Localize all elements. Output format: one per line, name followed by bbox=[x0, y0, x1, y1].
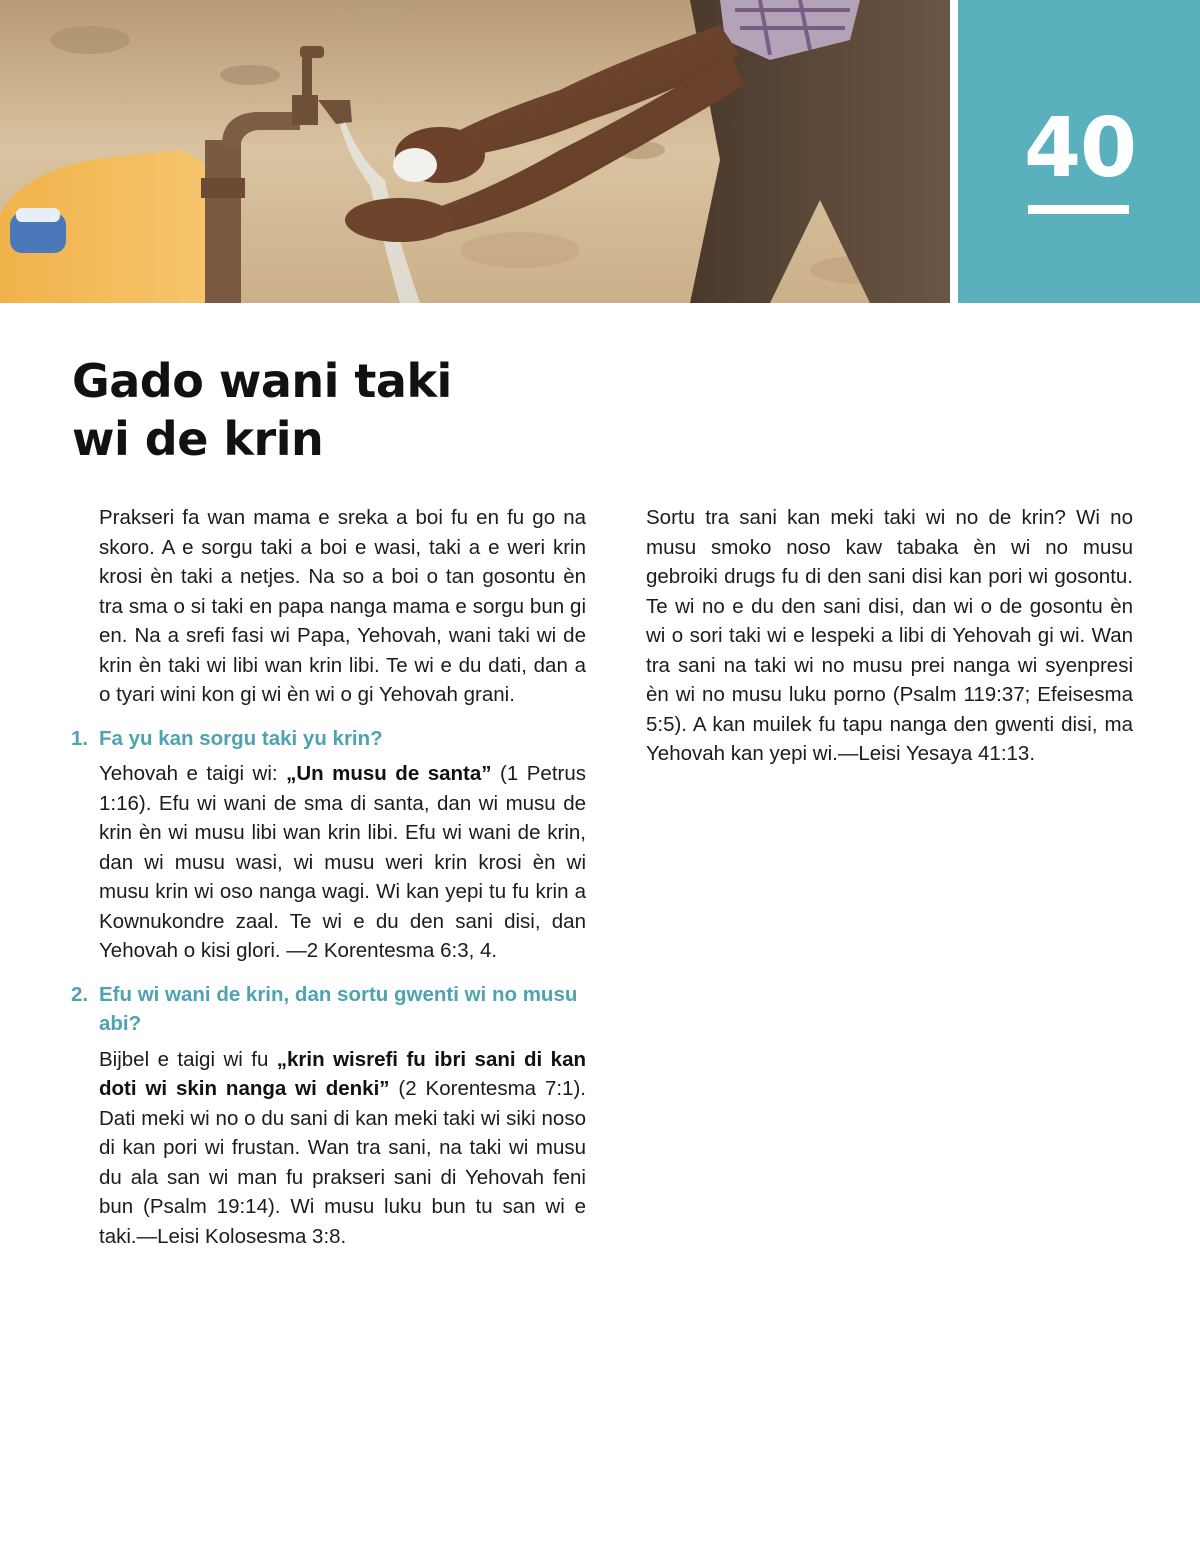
answer-2-quote: „krin wisrefi fu ibri sani di kan doti wi skin nanga wi denki” bbox=[99, 1047, 586, 1100]
question-2 bbox=[71, 980, 586, 1039]
question-2-number: 2. bbox=[71, 982, 89, 1006]
answer-1-start: Yehovah e taigi wi: bbox=[99, 762, 287, 785]
hands-washing-photo-icon bbox=[0, 0, 950, 303]
answer-1-quote: „Un musu de santa” bbox=[286, 762, 492, 785]
answer-2-end: (2 Korentesma 7:1). Dati meki wi no o du sani di kan meki taki wi siki noso di kan pori wi frustan. Wan tra sani, na taki wi musu du ala san wi man fu prakseri sani di Yehovah feni bun (Psalm 19:14). Wi musu luku bun tu san wi e taki.—Leisi Kolosesma 3:8. bbox=[99, 1077, 586, 1248]
right-column bbox=[646, 503, 1133, 779]
question-1-text: Fa yu kan sorgu taki yu krin? bbox=[99, 726, 383, 750]
intro-paragraph: Prakseri fa wan mama e sreka a boi fu en fu go na skoro. A e sorgu taki a boi e wasi, taki a e weri krin krosi èn taki a netjes. Na so a boi o tan gosontu èn tra sma o si taki en papa nanga mama e sorgu bun gi en. Na a srefi fasi wi Papa, Yehovah, wani taki wi de krin èn taki wi libi wan krin libi. Te wi e du dati, dan a o tyari wini kon gi wi èn wi o gi Yehovah grani. bbox=[99, 506, 586, 706]
lesson-number-block bbox=[958, 0, 1200, 303]
page-title-line-1: Gado wani taki bbox=[72, 354, 452, 408]
question-2-text: Efu wi wani de krin, dan sortu gwenti wi no musu abi? bbox=[99, 982, 578, 1035]
left-column bbox=[71, 503, 586, 1261]
page-title-line-2: wi de krin bbox=[72, 412, 324, 466]
hero-photo bbox=[0, 0, 950, 303]
answer-2-paragraph bbox=[99, 1045, 586, 1252]
page-title bbox=[72, 352, 452, 468]
answer-1-end: (1 Petrus 1:16). Efu wi wani de sma di santa, dan wi musu de krin èn wi musu libi wan krin libi. Efu wi wani de krin, dan wi musu wasi, wi musu weri krin krosi èn wi musu krin wi oso nanga wagi. Wi kan yepi tu fu krin a Kownukondre zaal. Te wi e du den sani disi, dan Yehovah o kisi glori. —2 Korentesma 6:3, 4. bbox=[99, 762, 586, 962]
question-1-number: 1. bbox=[71, 726, 89, 750]
lesson-number-underline bbox=[1028, 205, 1129, 214]
lesson-number: 40 bbox=[1024, 101, 1137, 196]
answer-1-paragraph bbox=[99, 759, 586, 966]
answer-2-paragraph-2: Sortu tra sani kan meki taki wi no de krin? Wi no musu smoko noso kaw tabaka èn wi no musu gebroiki drugs fu di den sani disi kan pori wi gosontu. Te wi no e du den sani disi, dan wi o de gosontu èn wi o sori taki wi e lespeki a libi di Yehovah gi wi. Wan tra sani na taki wi no musu prei nanga wi syenpresi èn wi no musu luku porno (Psalm 119:37; Efeisesma 5:5). A kan muilek fu tapu nanga den gwenti disi, ma Yehovah kan yepi wi.—Leisi Yesaya 41:13. bbox=[646, 506, 1133, 765]
question-1 bbox=[71, 724, 586, 754]
answer-2-start: Bijbel e taigi wi fu bbox=[99, 1047, 277, 1071]
